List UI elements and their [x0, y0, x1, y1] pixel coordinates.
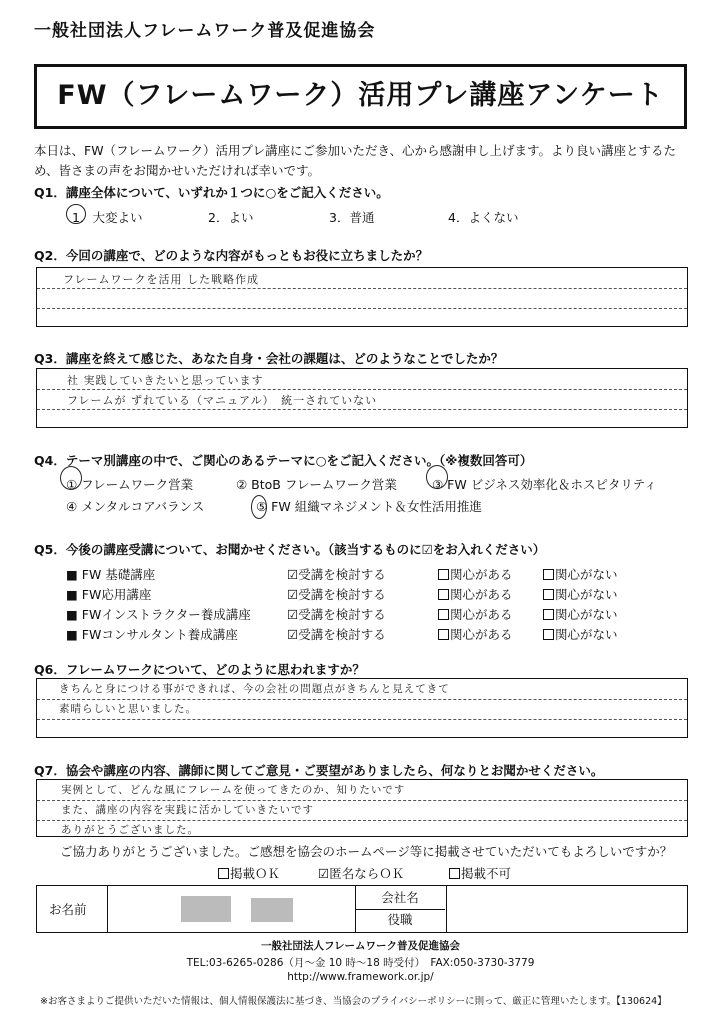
q6-answer-line2: 素晴らしいと思いました。 — [59, 703, 197, 715]
q7-answer-line2: また、講座の内容を実践に活かしていきたいです — [61, 804, 314, 816]
q5-row-1-label: ■ FW 基礎講座 — [66, 567, 156, 582]
footer-org: 一般社団法人フレームワーク普及促進協会 — [260, 940, 461, 952]
q7-answer-line1: 実例として、どんな風にフレームを使ってきたのか、知りたいです — [61, 784, 406, 796]
intro-text: 本日は、FW（フレームワーク）活用プレ講座にご参加いただき、心から感謝申し上げます。より良い講座とするため、皆さまの声をお聞かせいただければ幸いです。 — [34, 143, 677, 178]
q7-label: Q7．協会や講座の内容、講師に関してご意見・ご要望がありましたら、何なりとお聞かせください。 — [34, 763, 604, 778]
q4-selected-circle-1 — [60, 466, 82, 490]
q3-answer-line2: フレームが ずれている（マニュアル） 統一されていない — [67, 394, 378, 407]
q3-label: Q3．講座を終えて感じた、あなた自身・会社の課題は、どのようなことでしたか？ — [34, 351, 504, 366]
q4-selected-circle-3 — [426, 465, 448, 489]
q4-label: Q4．テーマ別講座の中で、ご関心のあるテーマに○をご記入ください。（※複数回答可） — [34, 453, 533, 468]
title-box — [34, 64, 687, 129]
q7-answer-box[interactable] — [36, 779, 688, 837]
q5-row-3-none[interactable]: 関心がない — [543, 605, 618, 623]
q5-row-3-interest[interactable]: 関心がある — [438, 605, 513, 623]
q3-answer-box[interactable] — [36, 368, 688, 428]
q6-answer-line1: きちんと身につける事ができれば、今の会社の問題点がきちんと見えてきて — [59, 683, 450, 695]
org-name: 一般社団法人フレームワーク普及促進協会 — [34, 21, 376, 41]
q5-row-1-attend[interactable]: ☑受講を検討する — [287, 567, 386, 582]
position-label: 役職 — [387, 912, 413, 927]
q7-answer-line3: ありがとうございました。 — [61, 824, 199, 836]
q4-option-2[interactable]: ② BtoB フレームワーク営業 — [236, 477, 397, 492]
q4-selected-circle-5 — [251, 495, 267, 519]
page-title: FW（フレームワーク）活用プレ講座アンケート — [57, 80, 664, 111]
q1-option-3[interactable]: 3．普通 — [329, 210, 375, 225]
consent-question: ご協力ありがとうございました。ご感想を協会のホームページ等に掲載させていただいてもよろしいですか？ — [60, 844, 673, 859]
q5-row-4-attend[interactable]: ☑受講を検討する — [287, 627, 386, 642]
footer-url[interactable]: http://www.framework.or.jp/ — [287, 971, 434, 983]
consent-option-no[interactable]: 掲載不可 — [449, 864, 511, 882]
q5-row-2-label: ■ FW応用講座 — [66, 587, 152, 602]
q5-row-1-none[interactable]: 関心がない — [543, 565, 618, 583]
q5-row-2-attend[interactable]: ☑受講を検討する — [287, 587, 386, 602]
name-label: お名前 — [49, 902, 87, 917]
q6-answer-box[interactable] — [36, 678, 688, 738]
q2-label: Q2．今回の講座で、どのような内容がもっともお役に立ちましたか？ — [34, 248, 429, 263]
consent-option-ok[interactable]: 掲載ＯＫ — [218, 864, 280, 882]
q1-option-4[interactable]: 4．よくない — [448, 210, 519, 225]
q5-row-2-none[interactable]: 関心がない — [543, 585, 618, 603]
q5-label: Q5．今後の講座受講について、お聞かせください。（該当するものに☑をお入れください） — [34, 542, 546, 557]
name-field[interactable] — [107, 886, 377, 932]
footer-privacy: ※お客さまよりご提供いただいた情報は、個人情報保護法に基づき、当協会のプライバシーポリシーに則って、厳正に管理いたします。【130624】 — [40, 996, 667, 1007]
company-field[interactable] — [445, 886, 687, 932]
name-company-box — [36, 885, 688, 933]
footer-contact: TEL:03-6265-0286（月～金 10 時～18 時受付） FAX:050-3730-3779 — [186, 957, 535, 969]
q1-option-1[interactable]: 1．大変よい — [72, 210, 143, 225]
q5-row-4-none[interactable]: 関心がない — [543, 625, 618, 643]
q5-row-3-attend[interactable]: ☑受講を検討する — [287, 607, 386, 622]
q4-option-3[interactable]: ③ FW ビジネス効率化＆ホスピタリティ — [432, 477, 657, 492]
q4-option-1[interactable]: ① フレームワーク営業 — [66, 477, 194, 492]
consent-option-anonymous[interactable]: ☑匿名ならＯＫ — [318, 866, 405, 881]
q2-answer-box[interactable] — [36, 267, 688, 327]
q5-row-2-interest[interactable]: 関心がある — [438, 585, 513, 603]
q4-option-5[interactable]: ⑤ FW 組織マネジメント＆女性活用推進 — [256, 499, 482, 514]
q5-row-4-interest[interactable]: 関心がある — [438, 625, 513, 643]
q4-option-4[interactable]: ④ メンタルコアバランス — [66, 499, 205, 514]
q1-selected-circle — [66, 204, 86, 224]
q5-row-1-interest[interactable]: 関心がある — [438, 565, 513, 583]
company-label: 会社名 — [381, 890, 419, 905]
q3-answer-line1: 社 実践していきたいと思っています — [67, 374, 264, 387]
q1-option-2[interactable]: 2．よい — [208, 210, 254, 225]
q5-row-3-label: ■ FWインストラクター養成講座 — [66, 607, 251, 622]
q2-answer: フレームワークを活用 した戦略作成 — [63, 273, 260, 286]
q5-row-4-label: ■ FWコンサルタント養成講座 — [66, 627, 238, 642]
q6-label: Q6．フレームワークについて、どのように思われますか？ — [34, 662, 365, 677]
q1-label: Q1．講座全体について、いずれか１つに○をご記入ください。 — [34, 185, 389, 200]
